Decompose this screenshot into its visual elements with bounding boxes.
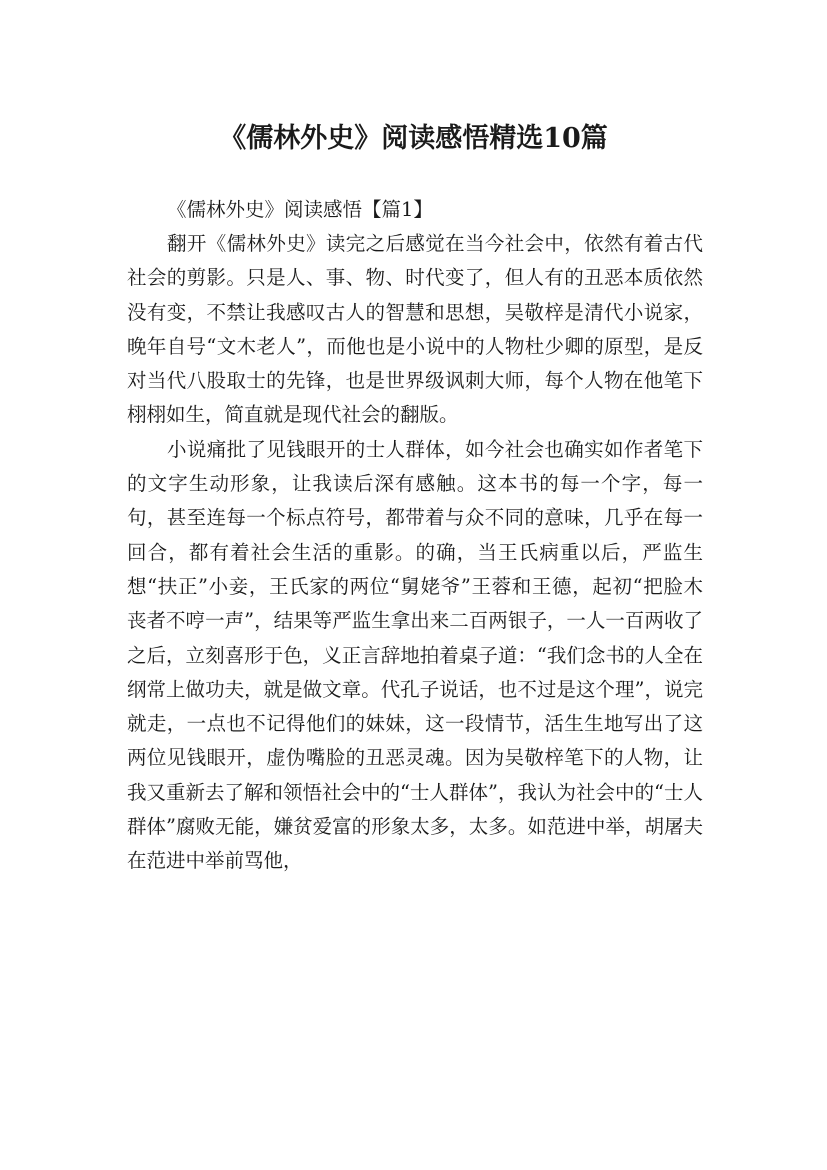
- paragraph-2: 小说痛批了见钱眼开的士人群体，如今社会也确实如作者笔下的文字生动形象，让我读后深有感触。这本书的每一个字，每一句，甚至连每一个标点符号，都带着与众不同的意味，几乎在每一回合，都有着社会生活的重影。的确，当王氏病重以后，严监生想“扶正”小妾，王氏家的两位“舅姥爷”王蓉和王德，起初“把脸木丧者不哼一声”，结果等严监生拿出来二百两银子，一人一百两收了之后，立刻喜形于色，义正言辞地拍着桌子道：“我们念书的人全在纲常上做功夫，就是做文章。代孔子说话，也不过是这个理”，说完就走，一点也不记得他们的妹妹，这一段情节，活生生地写出了这两位见钱眼开，虚伪嘴脸的丑恶灵魂。因为吴敬梓笔下的人物，让我又重新去了解和领悟社会中的“士人群体”，我认为社会中的“士人群体”腐败无能，嫌贫爱富的形象太多，太多。如范进中举，胡屠夫在范进中举前骂他，: [127, 437, 703, 873]
- paragraph-1: 翻开《儒林外史》读完之后感觉在当今社会中，依然有着古代社会的剪影。只是人、事、物、时代变了，但人有的丑恶本质依然没有变，不禁让我感叹古人的智慧和思想，吴敬梓是清代小说家，晚年自号“文木老人”，而他也是小说中的人物杜少卿的原型，是反对当代八股取士的先锋，也是世界级讽刺大师，每个人物在他笔下栩栩如生，简直就是现代社会的翻版。: [127, 232, 703, 427]
- section-heading: 《儒林外史》阅读感悟【篇1】: [167, 198, 433, 221]
- document-title: 《儒林外史》阅读感悟精选10篇: [219, 123, 608, 155]
- document-body: [127, 193, 703, 879]
